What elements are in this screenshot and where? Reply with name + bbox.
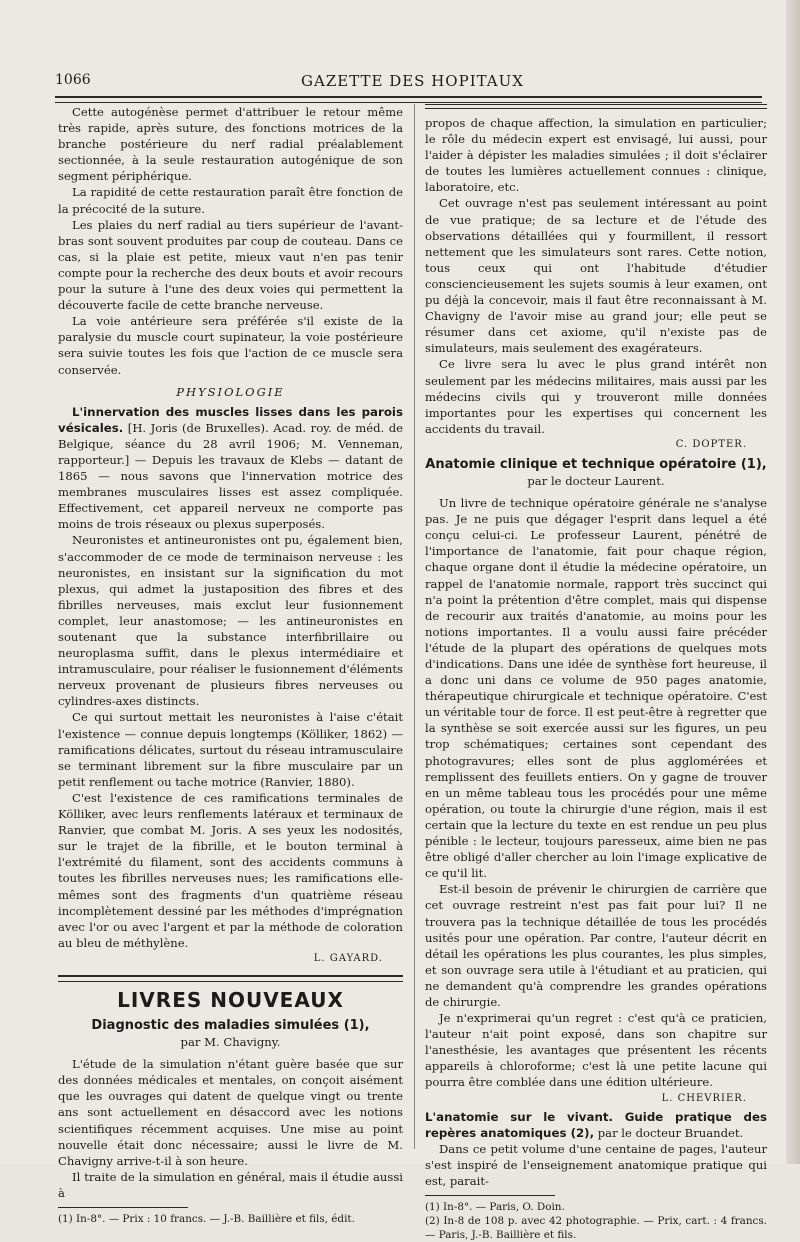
article-reference: [H. Joris (de Bruxelles). Acad. roy. de méd. de Belgique, séance du 28 avril 1906; M. Venneman, rapporteur.] — Depuis les travaux de Klebs — datant de 1865 — nous savons que l'innervation motrice des membranes musculaires lisses est assez compliquée. Effectivement, cet appareil nerveux ne comporte pas moins de trois réseaux ou plexus superposés. <box>58 420 403 532</box>
journal-title: GAZETTE DES HOPITAUX <box>301 72 524 90</box>
book-review-byline: par le docteur Laurent. <box>527 473 665 488</box>
paragraph: Je n'exprimerai qu'un regret : c'est qu'à ce praticien, l'auteur n'ait point exposé, dans son chapitre sur l'anesthésie, les avantages que présentent les récents appareils à chloroforme; c'est là une petite lacune qui pourra être comblée dans une édition ultérieure. <box>425 1011 767 1090</box>
paragraph: Neuronistes et antineuronistes ont pu, également bien, s'accommoder de ce mode de terminaison nerveuse : les neuronistes, en insistant sur la signification du mot plexus, qui admet la justaposition des fibres et des fibrilles nerveuses, mais exclut leur fusionnement complet, leur anastomose; — les antineuronistes en soutenant que la substance interfibrillaire ou neuroplasma suffit, dans le plexus intermédiaire et intramusculaire, pour réaliser le fusionnement d'éléments nerveux provenant de plusieurs fibres nerveuses ou cylindres-axes distincts. <box>58 533 403 709</box>
paragraph: Il traite de la simulation en général, mais il étudie aussi à <box>58 1169 403 1200</box>
paragraph: Cette autogénèse permet d'attribuer le retour même très rapide, après suture, des fonctions motrices de la branche postérieure du nerf radial préalablement sectionnée, à la seule restauration autogénique de son segment périphérique. <box>58 105 403 184</box>
book-review-title: Diagnostic des maladies simulées (1), <box>91 1018 370 1034</box>
paragraph: La rapidité de cette restauration paraît être fonction de la précocité de la suture. <box>58 185 403 216</box>
author-signature: C. DOPTER. <box>675 438 747 450</box>
paragraph: propos de chaque affection, la simulation en particulier; le rôle du médecin expert est envisagé, lui aussi, pour l'aider à dépister les maladies simulées ; il doit s'éclairer de toutes les lumières actuellement connues : clinique, laboratoire, etc. <box>425 116 767 195</box>
paragraph: Un livre de technique opératoire générale ne s'analyse pas. Je ne puis que dégager l'esprit dans lequel a été conçu celui-ci. Le professeur Laurent, pénétré de l'importance de l'anatomie, fait pour chaque région, chaque organe dont il étudie la médecine opératoire, un rappel de l'anatomie normale, rapport très succinct qui n'a point la prétention d'être complet, mais qui dispense de recourir aux traités d'anatomie, au moins pour les notions importantes. Il a voulu aussi faire précéder l'étude de la plupart des opérations de quelques mots d'indications. Dans une idée de synthèse fort heureuse, il a donc uni dans ce volume de 950 pages anatomie, thérapeutique chirurgicale et technique opératoire. C'est un véritable tour de force. Il est peut-être à regretter que la synthèse se soit exercée aussi sur les figures, un peu trop schématiques; certaines sont cependant des photogravures; elles sont de plus agglomérées et remplissent des feuillets entiers. On y gagne de trouver en un même tableau tous les procédés pour une même opération, ou toute la chirurgie d'une région, mais il est certain que la lecture du texte en est rendue un peu plus pénible : le lecteur, toujours paresseux, aime bien ne pas être obligé d'aller chercher au loin l'image explicative de ce qu'il lit. <box>425 496 767 881</box>
running-head <box>55 72 770 94</box>
paragraph: La voie antérieure sera préférée s'il existe de la paralysie du muscle court supinateur, la voie postérieure sera suivie toutes les fois que l'action de ce muscle sera conservée. <box>58 314 403 377</box>
footnote-rule <box>58 1207 188 1208</box>
paragraph: L'étude de la simulation n'étant guère basée que sur des données médicales et mentales, on conçoit aisément que les ouvrages qui datent de quelque vingt ou trente ans sont actuellement en désaccord avec les notions scientifiques récemment acquises. Une mise au point nouvelle était donc nécessaire; aussi le livre de M. Chavigny arrive-t-il à son heure. <box>58 1057 403 1168</box>
author-signature: L. GAYARD. <box>313 952 383 964</box>
footnote-rule <box>425 1195 555 1196</box>
column-top-rule <box>425 104 767 109</box>
footnote: (1) In-8°. — Prix : 10 francs. — J.-B. Baillière et fils, édit. <box>58 1213 355 1225</box>
book-review-heading <box>425 1109 767 1141</box>
paragraph: Cet ouvrage n'est pas seulement intéressant au point de vue pratique; de sa lecture et de l'étude des observations détaillées qui y fourmillent, il ressort nettement que les simulateurs sont rares. Cette notion, tous ceux qui ont l'habitude d'étudier consciencieusement les sujets soumis à leur examen, ont pu déjà la concevoir, mais il faut être reconnaissant à M. Chavigny de l'avoir mise au grand jour; elle peut se résumer dans cet axiome, qu'il n'existe pas de simulateurs, mais seulement des exagérateurs. <box>425 196 767 356</box>
section-banner-livres: LIVRES NOUVEAUX <box>117 987 344 1012</box>
article-innervation <box>58 404 403 533</box>
book-review-title: L'anatomie sur le vivant. Guide pratique des repères anatomiques (2), <box>425 1109 767 1140</box>
column-divider <box>414 104 415 1149</box>
footnote: (2) In-8 de 108 p. avec 42 photographie. — Prix, cart. : 4 francs. — Paris, J.-B. Baillière et fils. <box>425 1215 767 1242</box>
page-edge-shadow <box>786 0 800 1164</box>
paragraph: C'est l'existence de ces ramifications terminales de Kölliker, avec leurs renflements latéraux et terminaux de Ranvier, que combat M. Joris. A ses yeux les nodosités, sur le trajet de la fibrille, et le bouton terminal à l'extrémité du filament, sont des accidents communs à toutes les fibrilles nerveuses nues; les ramifications elle-mêmes sont des fragments d'un quatrième réseau incomplètement dessiné par les méthodes d'imprégnation avec l'or ou avec l'argent et par la méthode de coloration au bleu de méthylène. <box>58 790 403 950</box>
section-rule <box>58 975 403 982</box>
section-heading-physiologie: PHYSIOLOGIE <box>176 384 285 399</box>
book-review-byline: par le docteur Bruandet. <box>594 1125 744 1140</box>
paragraph: Est-il besoin de prévenir le chirurgien de carrière que cet ouvrage restreint n'est pas fait pour lui? Il ne trouvera pas la technique détaillée de tous les procédés usités pour une opération. Par contre, l'auteur décrit en détail les opérations les plus courantes, les plus simples, et son ouvrage sera utile à l'étudiant et au praticien, qui ne demandent qu'à comprendre les grandes opérations de chirurgie. <box>425 882 767 1009</box>
paragraph: Les plaies du nerf radial au tiers supérieur de l'avant-bras sont souvent produites par coup de couteau. Dans ce cas, si la plaie est petite, mieux vaut n'en pas tenir compte pour la recherche des deux bouts et avoir recours pour la suture à l'une des deux voies qui permettent la découverte facile de cette branche nerveuse. <box>58 217 403 313</box>
left-column <box>58 104 403 1226</box>
footnote: (1) In-8°. — Paris, O. Doin. <box>425 1201 565 1214</box>
page-number: 1066 <box>55 72 91 88</box>
header-rule <box>55 96 762 103</box>
book-review-title: Anatomie clinique et technique opératoire (1), <box>425 456 767 472</box>
book-review-byline: par M. Chavigny. <box>180 1035 281 1050</box>
paragraph: Ce qui surtout mettait les neuronistes à l'aise c'était l'existence — connue depuis longtemps (Kölliker, 1862) — ramifications délicates, surtout du réseau intramusculaire se terminant librement sur la fibre musculaire par un petit renflement ou tache motrice (Ranvier, 1880). <box>58 710 403 789</box>
paragraph: Ce livre sera lu avec le plus grand intérêt non seulement par les médecins militaires, mais aussi par les médecins civils qui y trouveront mille données importantes pour les expertises qui concernent les accidents du travail. <box>425 357 767 436</box>
right-column <box>425 104 767 1242</box>
author-signature: L. CHEVRIER. <box>661 1092 747 1104</box>
paragraph: Dans ce petit volume d'une centaine de pages, l'auteur s'est inspiré de l'enseignement anatomique pratique qui est, parait- <box>425 1141 767 1188</box>
article-title: L'innervation des muscles lisses dans les parois vésicales. <box>58 404 403 435</box>
